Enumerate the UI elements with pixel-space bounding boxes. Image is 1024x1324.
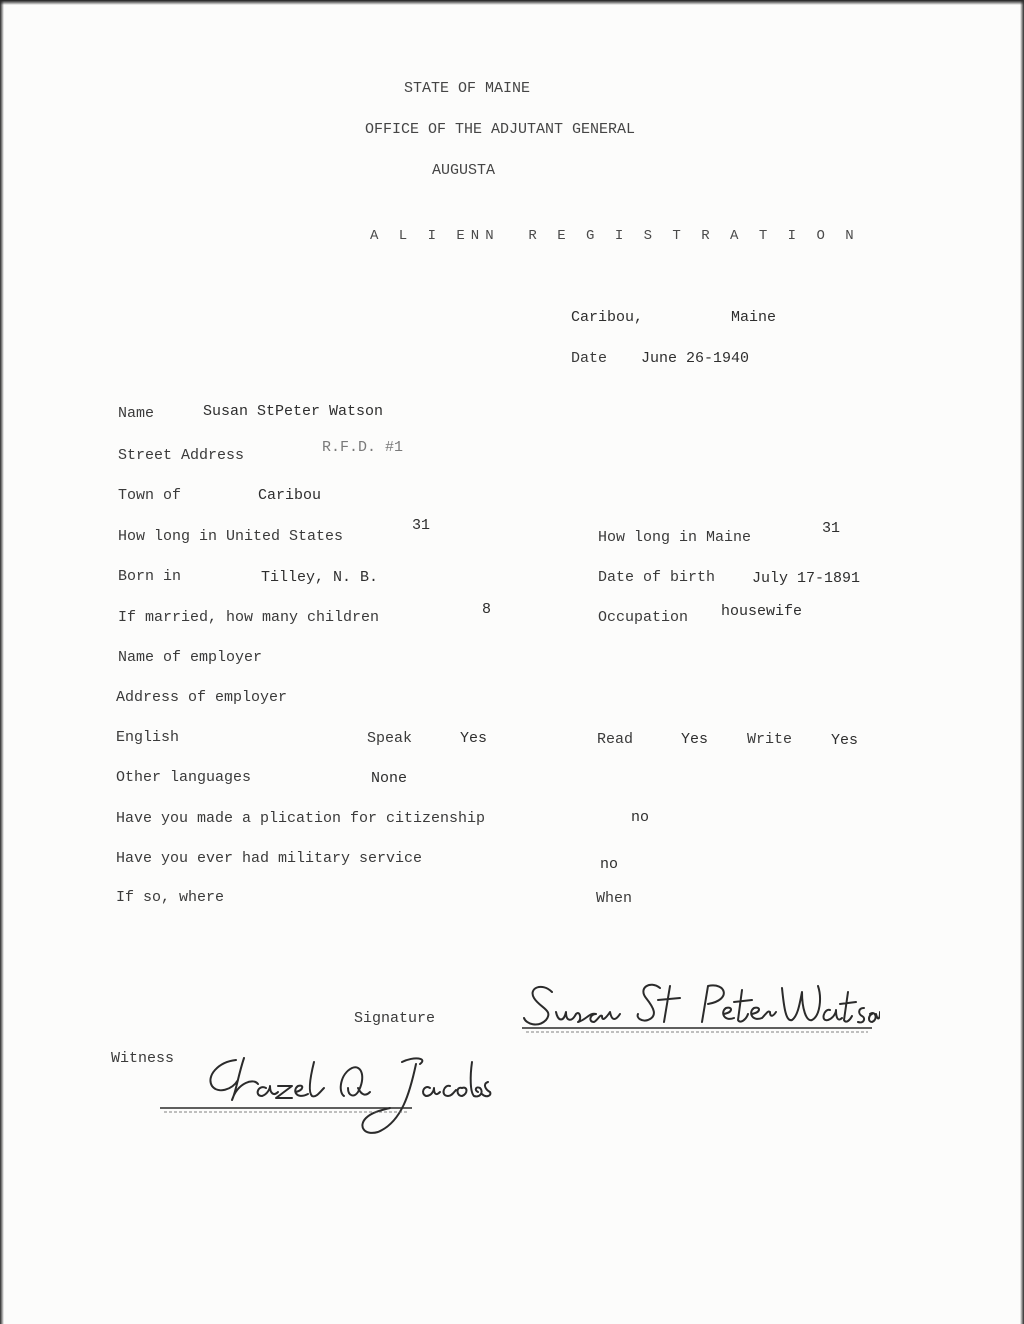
scan-edge-right [1020,0,1024,1324]
write-value: Yes [831,732,859,749]
english-label: English [116,729,180,746]
maine-duration-label: How long in Maine [598,529,752,546]
service-when-label: When [596,890,633,907]
citizenship-label: Have you made a plication for citizenship [116,810,486,827]
witness-label: Witness [111,1050,175,1067]
other-languages-label: Other languages [116,769,252,786]
read-value: Yes [681,731,709,748]
scan-edge-left [0,0,4,1324]
header-office: OFFICE OF THE ADJUTANT GENERAL [365,121,636,138]
military-value: no [600,856,619,873]
date-value: June 26-1940 [641,350,750,367]
witness-signature [158,1052,498,1144]
place-town: Caribou, [571,309,644,326]
scan-edge-top [0,0,1024,5]
citizenship-value: no [631,809,650,826]
town-label: Town of [118,487,182,504]
name-value: Susan StPeter Watson [203,403,384,420]
us-duration-label: How long in United States [118,528,344,545]
signature-label: Signature [354,1010,436,1027]
applicant-signature [520,978,880,1040]
us-duration-value: 31 [412,517,431,534]
name-label: Name [118,405,155,422]
header-state: STATE OF MAINE [404,80,531,97]
header-city: AUGUSTA [432,162,496,179]
place-state: Maine [731,309,777,326]
town-value: Caribou [258,487,322,504]
dob-label: Date of birth [598,569,716,586]
maine-duration-value: 31 [822,520,841,537]
employer-name-label: Name of employer [118,649,263,666]
children-value: 8 [482,601,492,618]
employer-address-label: Address of employer [116,689,288,706]
write-label: Write [747,731,793,748]
street-label: Street Address [118,447,245,464]
speak-label: Speak [367,730,413,747]
children-label: If married, how many children [118,609,380,626]
occupation-value: housewife [721,603,803,620]
birthplace-value: Tilley, N. B. [261,569,379,586]
form-title: A L I ENN R E G I S T R A T I O N [370,228,860,244]
read-label: Read [597,731,634,748]
service-where-label: If so, where [116,889,225,906]
date-label: Date [571,350,608,367]
street-value: R.F.D. #1 [322,439,404,456]
occupation-label: Occupation [598,609,689,626]
other-languages-value: None [371,770,408,787]
military-label: Have you ever had military service [116,850,423,867]
birthplace-label: Born in [118,568,182,585]
speak-value: Yes [460,730,488,747]
dob-value: July 17-1891 [752,570,861,587]
